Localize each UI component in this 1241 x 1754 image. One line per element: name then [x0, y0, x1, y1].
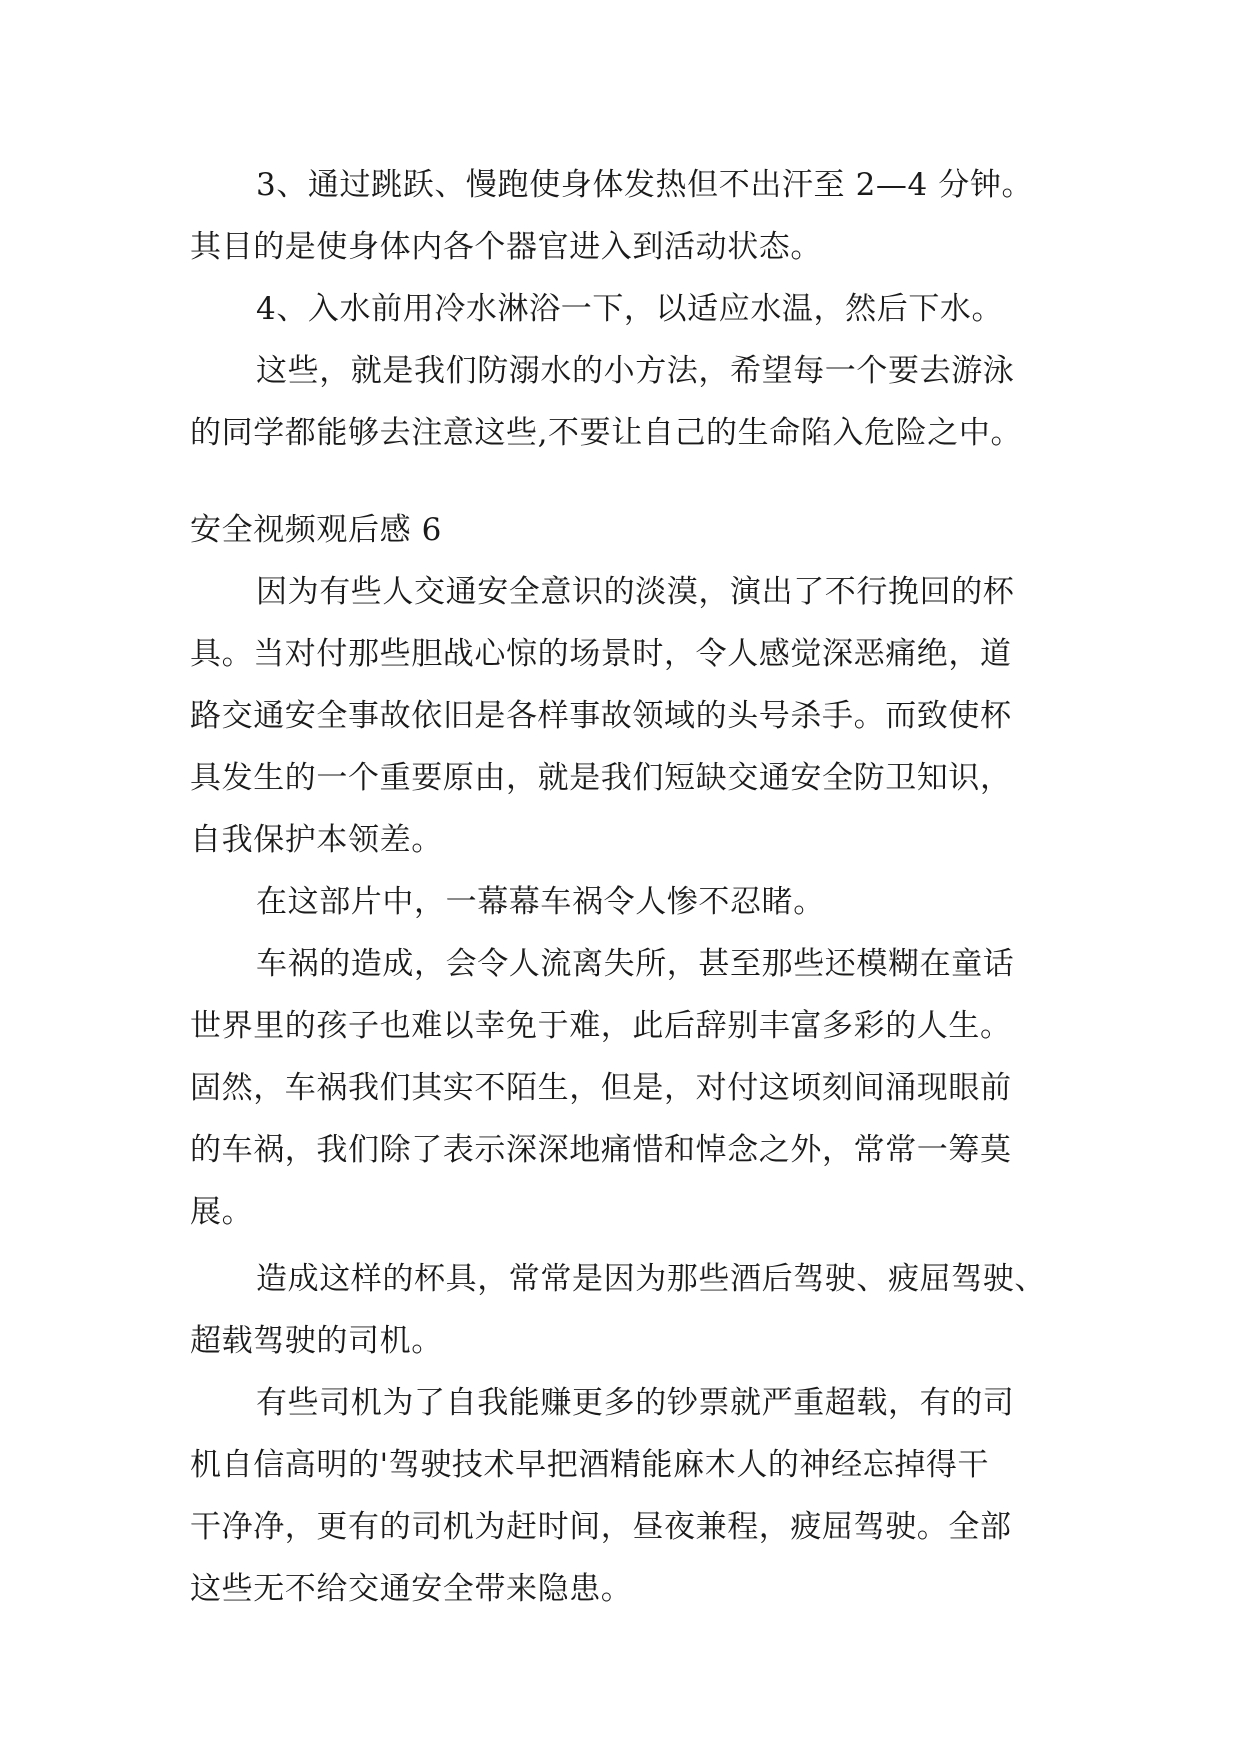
paragraph-line: 3、通过跳跃、慢跑使身体发热但不出汗至 2—4 分钟。 [256, 167, 1034, 203]
paragraph-line: 有些司机为了自我能赚更多的钞票就严重超载，有的司 [256, 1385, 1015, 1421]
paragraph-line: 这些无不给交通安全带来隐患。 [190, 1571, 633, 1607]
paragraph-line: 路交通安全事故依旧是各样事故领域的头号杀手。而致使杯 [190, 698, 1012, 734]
paragraph-line: 具。当对付那些胆战心惊的场景时，令人感觉深恶痛绝，道 [190, 636, 1012, 672]
paragraph-line: 展。 [190, 1194, 254, 1230]
paragraph-line: 的同学都能够去注意这些,不要让自己的生命陷入危险之中。 [190, 415, 1023, 451]
paragraph-line: 世界里的孩子也难以幸免于难，此后辞别丰富多彩的人生。 [190, 1008, 1012, 1044]
paragraph-line: 在这部片中，一幕幕车祸令人惨不忍睹。 [256, 884, 825, 920]
paragraph-line: 机自信高明的'驾驶技术早把酒精能麻木人的神经忘掉得干 [190, 1447, 990, 1483]
section-heading: 安全视频观后感 6 [190, 512, 442, 548]
paragraph-line: 因为有些人交通安全意识的淡漠，演出了不行挽回的杯 [256, 574, 1015, 610]
paragraph-line: 超载驾驶的司机。 [190, 1323, 443, 1359]
paragraph-line: 固然，车祸我们其实不陌生，但是，对付这顷刻间涌现眼前 [190, 1070, 1012, 1106]
paragraph-line: 造成这样的杯具，常常是因为那些酒后驾驶、疲屈驾驶、 [256, 1261, 1046, 1297]
paragraph-line: 自我保护本领差。 [190, 822, 443, 858]
paragraph-line: 这些，就是我们防溺水的小方法，希望每一个要去游泳 [256, 353, 1015, 389]
paragraph-line: 的车祸，我们除了表示深深地痛惜和悼念之外，常常一筹莫 [190, 1132, 1012, 1168]
paragraph-line: 具发生的一个重要原由，就是我们短缺交通安全防卫知识， [190, 760, 1012, 796]
paragraph-line: 其目的是使身体内各个器官进入到活动状态。 [190, 229, 822, 265]
paragraph-line: 4、入水前用冷水淋浴一下，以适应水温，然后下水。 [256, 291, 1004, 327]
paragraph-line: 干净净，更有的司机为赶时间，昼夜兼程，疲屈驾驶。全部 [190, 1509, 1012, 1545]
paragraph-line: 车祸的造成，会令人流离失所，甚至那些还模糊在童话 [256, 946, 1015, 982]
